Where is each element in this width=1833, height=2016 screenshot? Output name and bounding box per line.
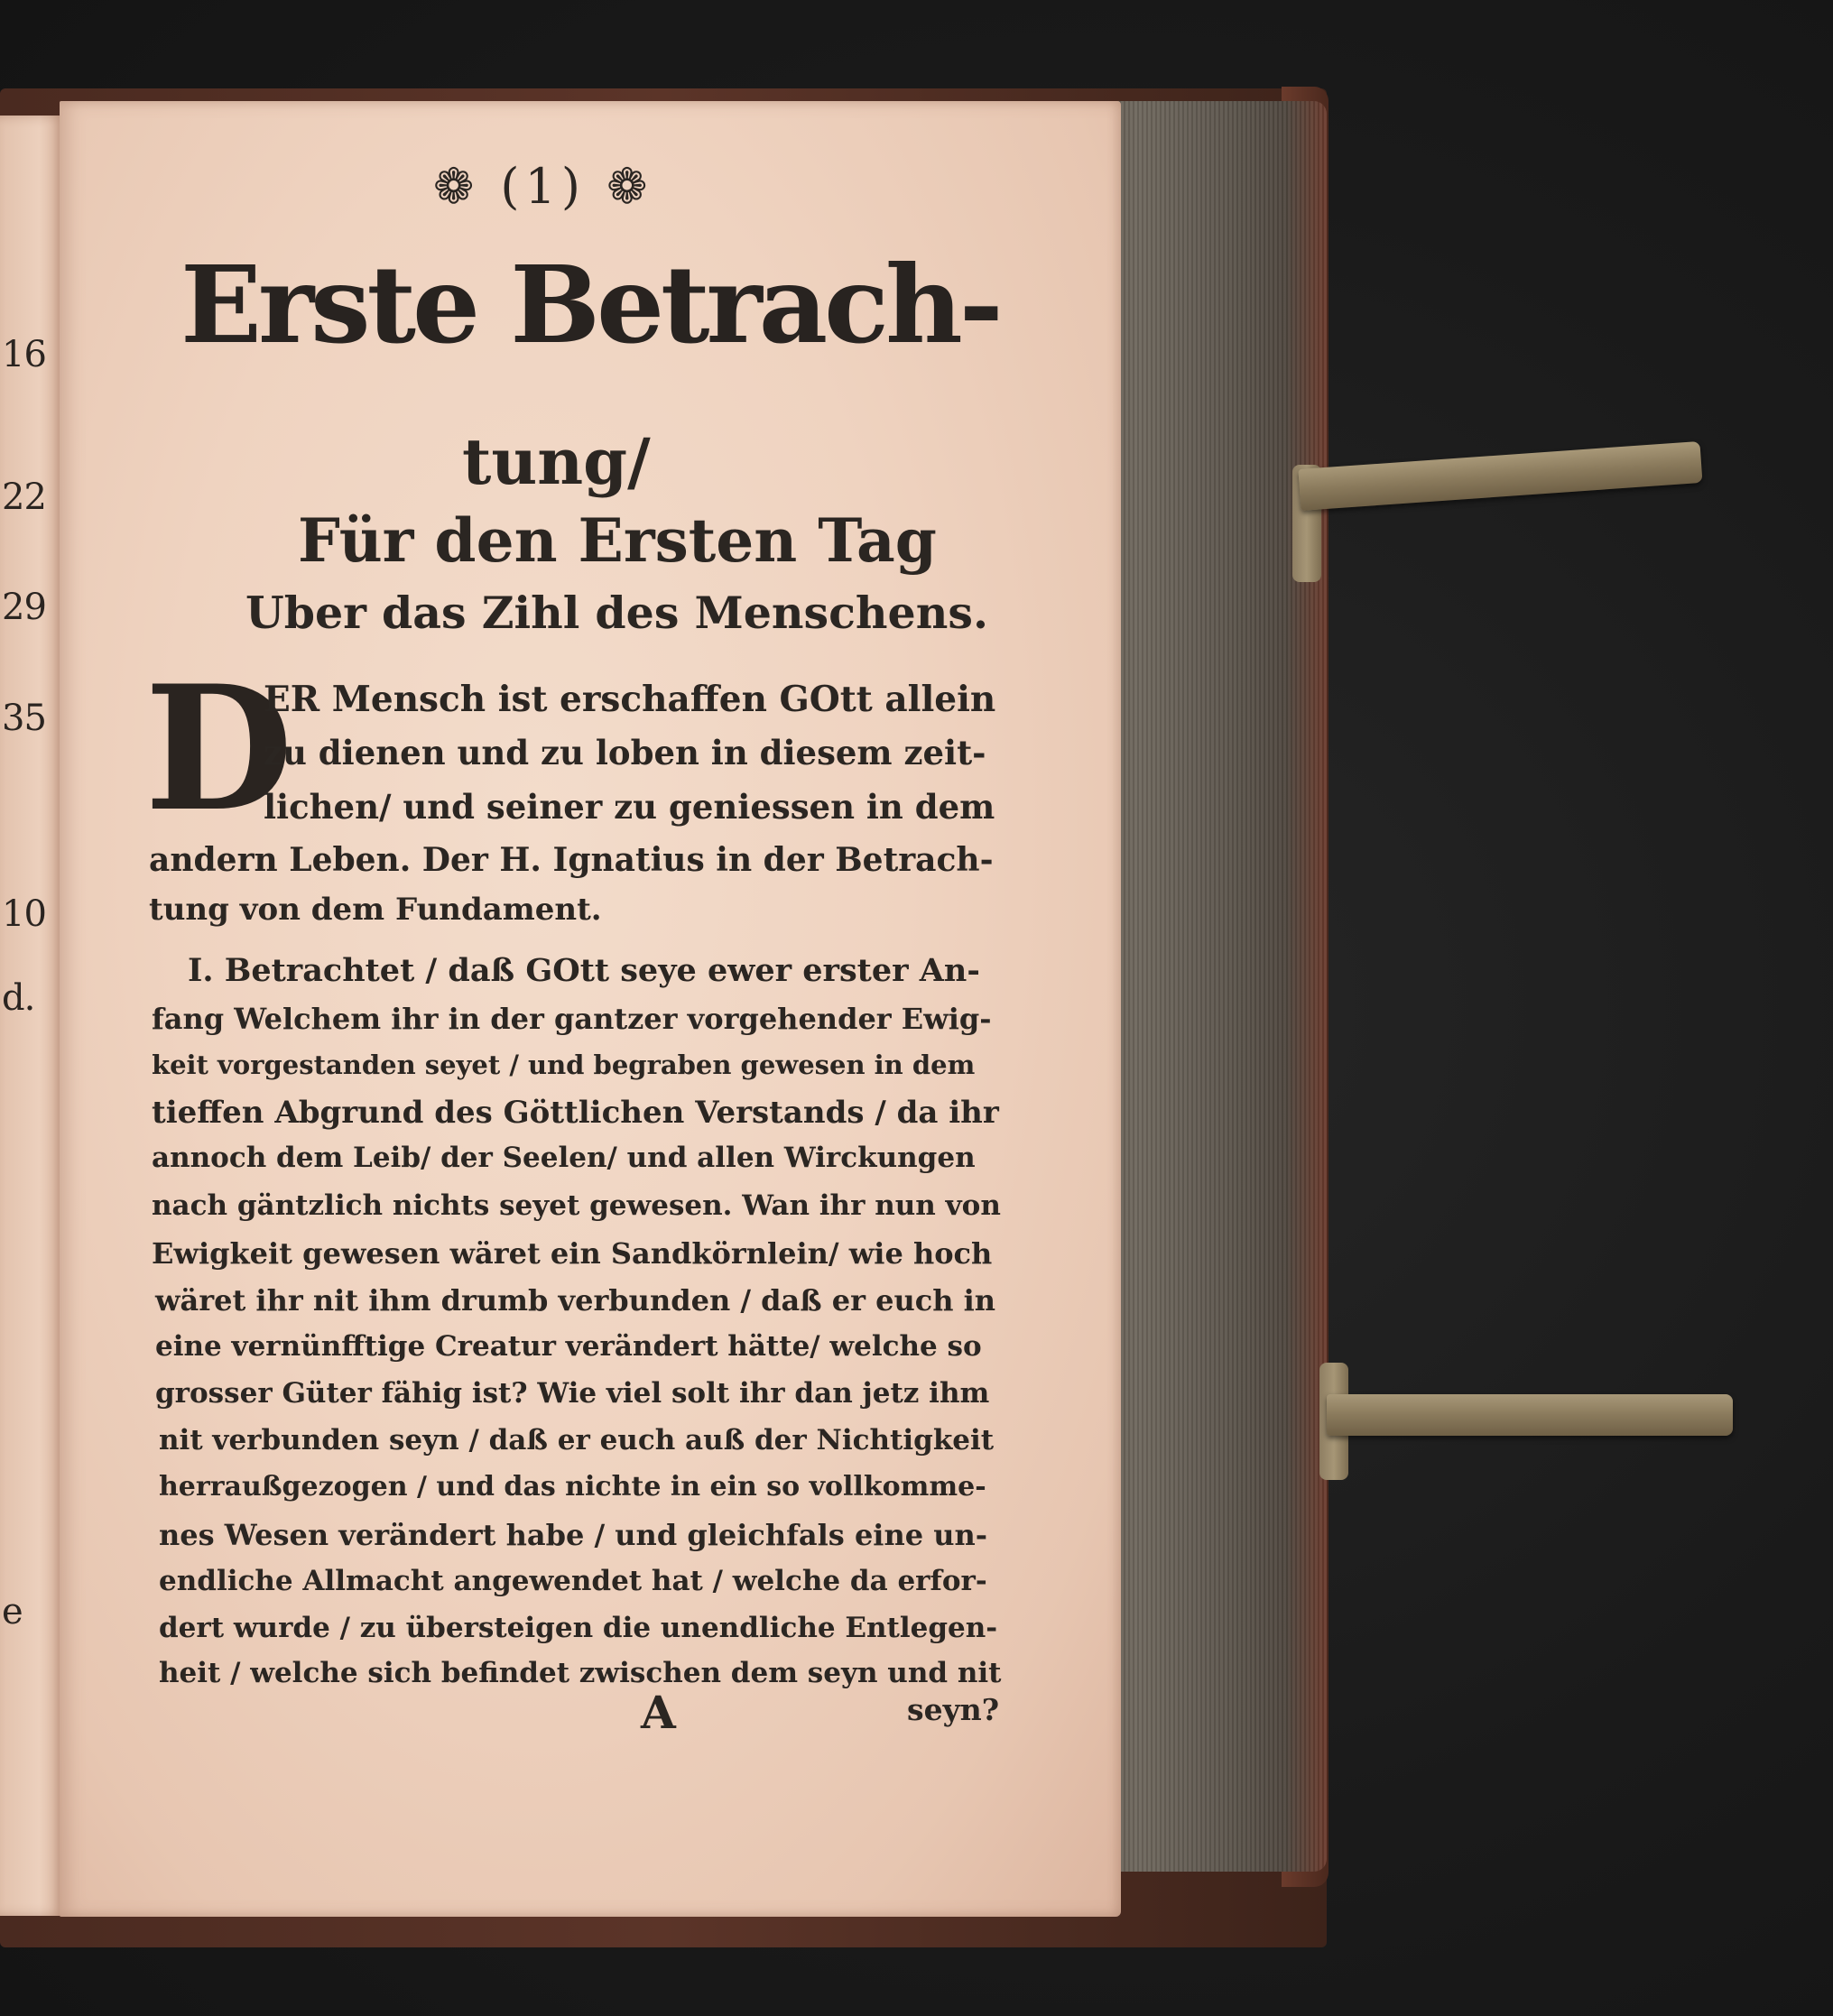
body-line: nit verbunden seyn / daß er euch auß der Nichtigkeit (159, 1424, 995, 1457)
intro-line: zu dienen und zu loben in diesem zeit- (264, 733, 986, 772)
body-line: dert wurde / zu übersteigen die unendliche Entlegen- (159, 1612, 998, 1644)
body-line: heit / welche sich befindet zwischen dem seyn und nit (159, 1657, 1002, 1689)
body-line: tieffen Abgrund des Göttlichen Verstands / da ihr (152, 1095, 999, 1131)
left-page-number: 22 (2, 476, 46, 518)
intro-line: andern Leben. Der H. Ignatius in der Betrach- (149, 841, 994, 879)
intro-line: ER Mensch ist erschaffen GOtt allein (264, 679, 996, 720)
body-line: I. Betrachtet / daß GOtt seye ewer erster An- (188, 952, 980, 989)
left-page (0, 116, 65, 1916)
body-line: wäret ihr nit ihm drumb verbunden / daß er euch in (155, 1283, 996, 1318)
upper-clasp (1298, 441, 1702, 511)
body-line: eine vernünfftige Creatur verändert hätte/ welche so (155, 1330, 982, 1363)
body-line: keit vorgestanden seyet / und begraben gewesen in dem (152, 1050, 976, 1080)
page-number: ❁ (1) ❁ (433, 158, 653, 215)
lower-clasp (1327, 1394, 1733, 1436)
chapter-subtitle: Für den Ersten Tag (298, 505, 937, 576)
left-page-number: 10 (2, 893, 46, 935)
left-page-number: d. (2, 977, 35, 1019)
body-line: Ewigkeit gewesen wäret ein Sandkörnlein/ wie hoch (152, 1236, 993, 1271)
body-line: endliche Allmacht angewendet hat / welche da erfor- (159, 1565, 987, 1597)
left-page-number: 35 (2, 698, 46, 739)
body-line: nach gäntzlich nichts seyet gewesen. Wan ihr nun von (152, 1189, 1001, 1222)
left-page-number: e (2, 1591, 23, 1632)
drop-cap: D (144, 648, 293, 849)
body-line: nes Wesen verändert habe / und gleichfals eine un- (159, 1518, 988, 1552)
left-page-number: 29 (2, 587, 46, 628)
chapter-title-continued: tung/ (462, 424, 651, 499)
body-line: grosser Güter fähig ist? Wie viel solt ihr dan jetz ihm (155, 1377, 990, 1410)
signature-mark: A (641, 1686, 676, 1739)
body-line: annoch dem Leib/ der Seelen/ und allen Wirckungen (152, 1142, 976, 1174)
left-page-number: 16 (2, 334, 46, 375)
body-line: fang Welchem ihr in der gantzer vorgehender Ewig- (152, 1002, 992, 1036)
chapter-subtitle-topic: Uber das Zihl des Menschens. (245, 587, 988, 639)
body-line: herraußgezogen / und das nichte in ein so vollkomme- (159, 1471, 986, 1503)
intro-line: lichen/ und seiner zu geniessen in dem (264, 787, 995, 827)
intro-line: tung von dem Fundament. (149, 892, 602, 928)
catchword: seyn? (907, 1692, 1000, 1727)
chapter-title: Erste Betrach- (181, 242, 1000, 367)
